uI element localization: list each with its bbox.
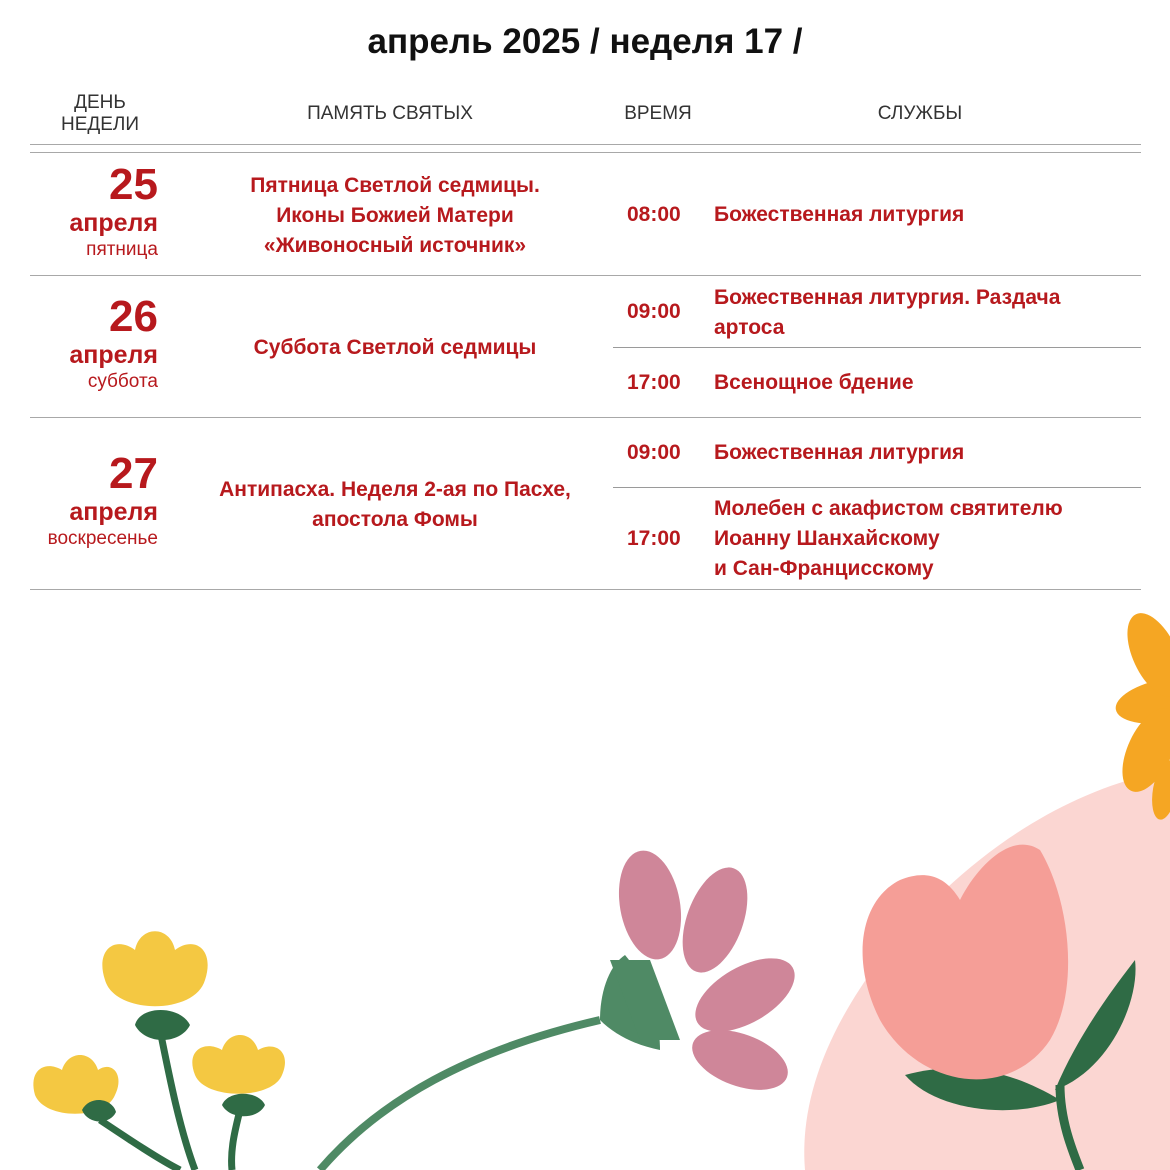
- day-month: апреля: [69, 341, 158, 369]
- day-cell-25: [69, 162, 158, 262]
- service-line: артоса: [714, 316, 785, 339]
- day-number: 27: [109, 449, 158, 498]
- day-number: 26: [109, 292, 158, 341]
- service-line: Божественная литургия. Раздача: [714, 286, 1061, 309]
- yellow-flowers-icon: [33, 931, 285, 1170]
- day-month: апреля: [69, 209, 158, 237]
- day-weekday: пятница: [86, 239, 158, 260]
- service-time: 17:00: [627, 527, 681, 550]
- day-cell-27: [48, 451, 158, 551]
- saints-line: Суббота Светлой седмицы: [253, 336, 537, 359]
- row-divider: [30, 417, 1141, 418]
- day-weekday: суббота: [87, 371, 158, 392]
- service-divider: [613, 487, 1141, 488]
- service-line: Божественная литургия: [714, 203, 965, 226]
- day-cell-26: [69, 294, 158, 394]
- service-line: Божественная литургия: [714, 441, 965, 464]
- day-month: апреля: [69, 498, 158, 526]
- pink-flower-icon: [320, 846, 807, 1170]
- service-name: [714, 283, 1134, 343]
- header-divider-top: [30, 144, 1141, 145]
- service-name: [714, 494, 1134, 584]
- service-name: [714, 438, 1134, 468]
- saints-cell-27: [200, 475, 590, 535]
- service-name: [714, 368, 1134, 398]
- service-time: 09:00: [627, 300, 681, 323]
- header-day-of-week: [40, 92, 160, 136]
- day-number: 25: [109, 160, 158, 209]
- saints-line: Иконы Божией Матери: [276, 204, 514, 227]
- service-line: и Сан-Францисскому: [714, 557, 934, 580]
- row-divider: [30, 275, 1141, 276]
- service-time: 09:00: [627, 441, 681, 464]
- saints-line: «Живоносный источник»: [263, 234, 527, 257]
- service-divider: [613, 347, 1141, 348]
- header-time: ВРЕМЯ: [624, 103, 692, 124]
- header-day-line1: ДЕНЬ: [74, 92, 126, 113]
- service-line: Молебен с акафистом святителю: [714, 497, 1063, 520]
- saints-cell-26: [200, 333, 590, 363]
- header-day-line2: НЕДЕЛИ: [60, 114, 140, 135]
- service-line: Всенощное бдение: [714, 371, 914, 394]
- header-services: СЛУЖБЫ: [877, 103, 963, 124]
- floral-illustration: [0, 600, 1170, 1170]
- service-name: [714, 200, 1134, 230]
- service-time: 08:00: [627, 203, 681, 226]
- saints-line: Пятница Светлой седмицы.: [250, 174, 540, 197]
- saints-line: Антипасха. Неделя 2-ая по Пасхе,: [219, 478, 571, 501]
- day-weekday: воскресенье: [47, 528, 158, 549]
- service-line: Иоанну Шанхайскому: [714, 527, 940, 550]
- header-divider-bottom: [30, 152, 1141, 153]
- saints-cell-25: [200, 171, 590, 261]
- table-bottom-divider: [30, 589, 1141, 590]
- page-title: апрель 2025 / неделя 17 /: [367, 22, 803, 61]
- header-saints: ПАМЯТЬ СВЯТЫХ: [307, 103, 473, 124]
- saints-line: апостола Фомы: [312, 508, 478, 531]
- service-time: 17:00: [627, 371, 681, 394]
